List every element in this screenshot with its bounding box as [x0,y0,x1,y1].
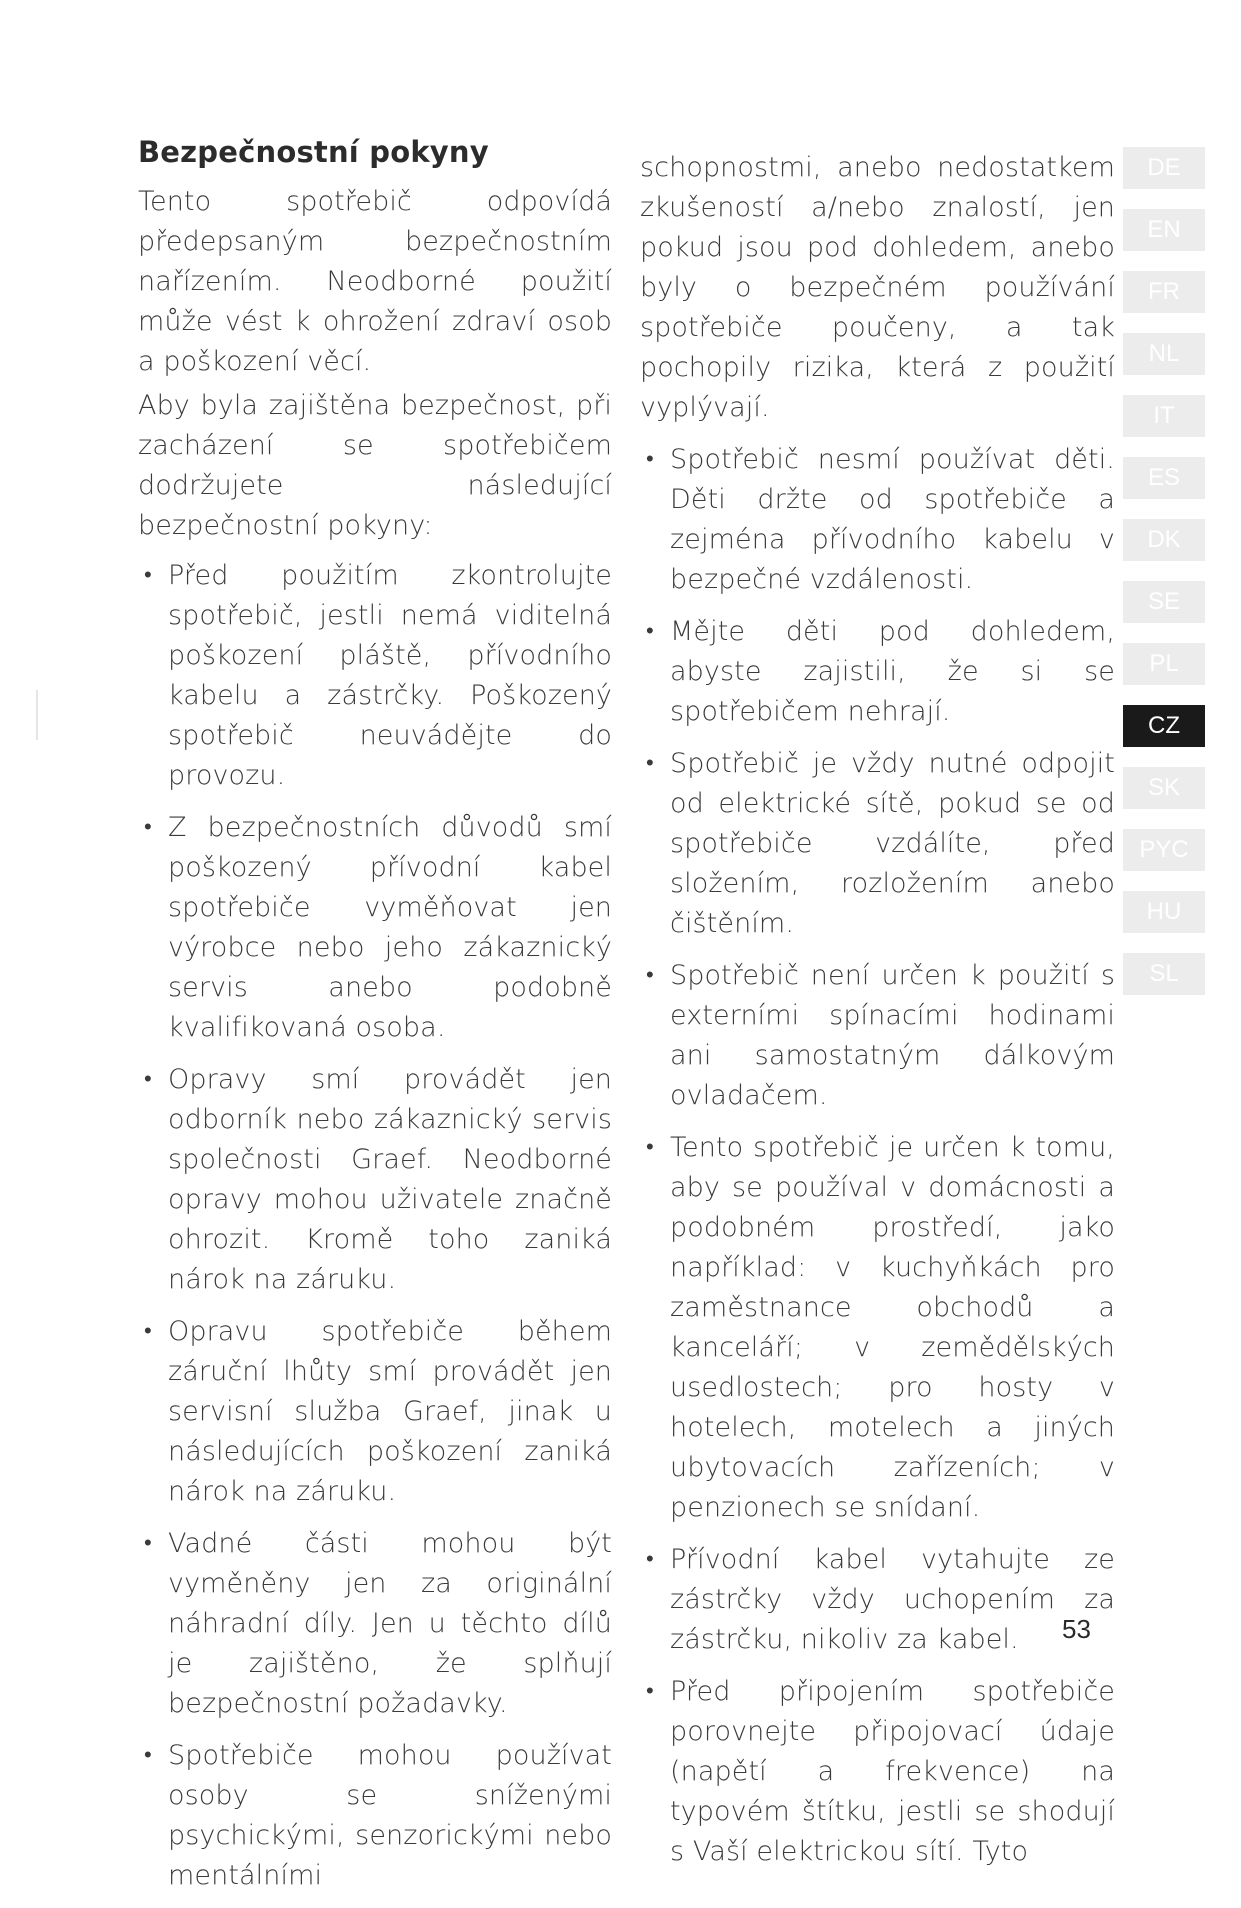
continued-text: schopnostmi, anebo nedostatkem zkušeností a/nebo znalostí, jen pokud jsou pod dohledem, anebo byly o bezpečném používání spotřebiče poučeny, a tak pochopily rizika, která z použití vyplývají. [640,152,1115,423]
tab-sk[interactable]: SK [1123,767,1205,809]
tab-pyc[interactable]: PYC [1123,829,1205,871]
list-item: • Spotřebič je vždy nutné odpojit od elektrické sítě, pokud se od spotřebiče vzdálíte, před složením, rozložením anebo čištěním. [640,744,1115,944]
tab-se[interactable]: SE [1123,581,1205,623]
list-item: • Mějte děti pod dohledem, abyste zajistili, že si se spotřebičem nehrají. [640,612,1115,732]
list-item: • Vadné části mohou být vyměněny jen za originální náhradní díly. Jen u těchto dílů je zajištěno, že splňují bezpečnostní požadavky. [138,1524,612,1724]
list-item: • Tento spotřebič je určen k tomu, aby se používal v domácnosti a podobném prostředí, jako například: v kuchyňkách pro zaměstnance obchodů a kanceláří; v zemědělských usedlostech; pro hosty v hotelech, motelech a jiných ubytovacích zařízeních; v penzionech se snídaní. [640,1128,1115,1528]
bullet-icon: • [144,1319,152,1344]
tab-fr[interactable]: FR [1123,271,1205,313]
right-bullet-list [640,440,1115,1872]
list-item: • Přívodní kabel vytahujte ze zástrčky vždy uchopením za zástrčku, nikoliv za kabel. [640,1540,1115,1660]
list-item: • Před připojením spotřebiče porovnejte připojovací údaje (napětí a frekvence) na typovém štítku, jestli se shodují s Vaší elektrickou sítí. Tyto [640,1672,1115,1872]
bullet-icon: • [144,1067,152,1092]
list-item: • Spotřebič nesmí používat děti. Děti držte od spotřebiče a zejména přívodního kabelu v bezpečné vzdálenosti. [640,440,1115,600]
list-item: • Opravu spotřebiče během záruční lhůty smí provádět jen servisní služba Graef, jinak u následujících poškození zaniká nárok na záruku. [138,1312,612,1512]
left-column [138,132,612,1908]
bullet-icon: • [144,1743,152,1768]
bullet-icon: • [646,447,654,472]
bullet-icon: • [646,1679,654,1704]
tab-cz[interactable]: CZ [1123,705,1205,747]
page-edge-mark [36,690,38,740]
bullet-icon: • [646,1135,654,1160]
bullet-icon: • [646,1547,654,1572]
tab-nl[interactable]: NL [1123,333,1205,375]
tab-it[interactable]: IT [1123,395,1205,437]
tab-hu[interactable]: HU [1123,891,1205,933]
intro-paragraph: Tento spotřebič odpovídá předepsaným bezpečnostním nařízením. Neodborné použití může vést k ohrožení zdraví osob a poškození věcí. [138,186,612,377]
page-number: 53 [1062,1614,1091,1644]
tab-de[interactable]: DE [1123,147,1205,189]
tab-es[interactable]: ES [1123,457,1205,499]
list-item: • Spotřebič není určen k použití s externími spínacími hodinami ani samostatným dálkovým ovladačem. [640,956,1115,1116]
tab-sl[interactable]: SL [1123,953,1205,995]
tab-dk[interactable]: DK [1123,519,1205,561]
tab-en[interactable]: EN [1123,209,1205,251]
list-item: • Opravy smí provádět jen odborník nebo zákaznický servis společnosti Graef. Neodborné opravy mohou uživatele značně ohrozit. Kromě toho zaniká nárok na záruku. [138,1060,612,1300]
section-heading: Bezpečnostní pokyny [138,135,489,169]
tab-pl[interactable]: PL [1123,643,1205,685]
right-column [640,148,1115,1884]
list-item: • Spotřebiče mohou používat osoby se sníženými psychickými, senzorickými nebo mentálními [138,1736,612,1896]
left-bullet-list [138,556,612,1896]
bullet-icon: • [144,815,152,840]
bullet-icon: • [646,619,654,644]
bullet-icon: • [646,963,654,988]
bullet-icon: • [144,1531,152,1556]
bullet-icon: • [646,751,654,776]
list-item: • Před použitím zkontrolujte spotřebič, jestli nemá viditelná poškození pláště, přívodního kabelu a zástrčky. Poškozený spotřebič neuvádějte do provozu. [138,556,612,796]
instruction-paragraph: Aby byla zajištěna bezpečnost, při zacházení se spotřebičem dodržujete následující bezpečnostní pokyny: [138,390,612,541]
language-tabs [1123,147,1205,1015]
bullet-icon: • [144,563,152,588]
list-item: • Z bezpečnostních důvodů smí poškozený přívodní kabel spotřebiče vyměňovat jen výrobce nebo jeho zákaznický servis anebo podobně kvalifikovaná osoba. [138,808,612,1048]
